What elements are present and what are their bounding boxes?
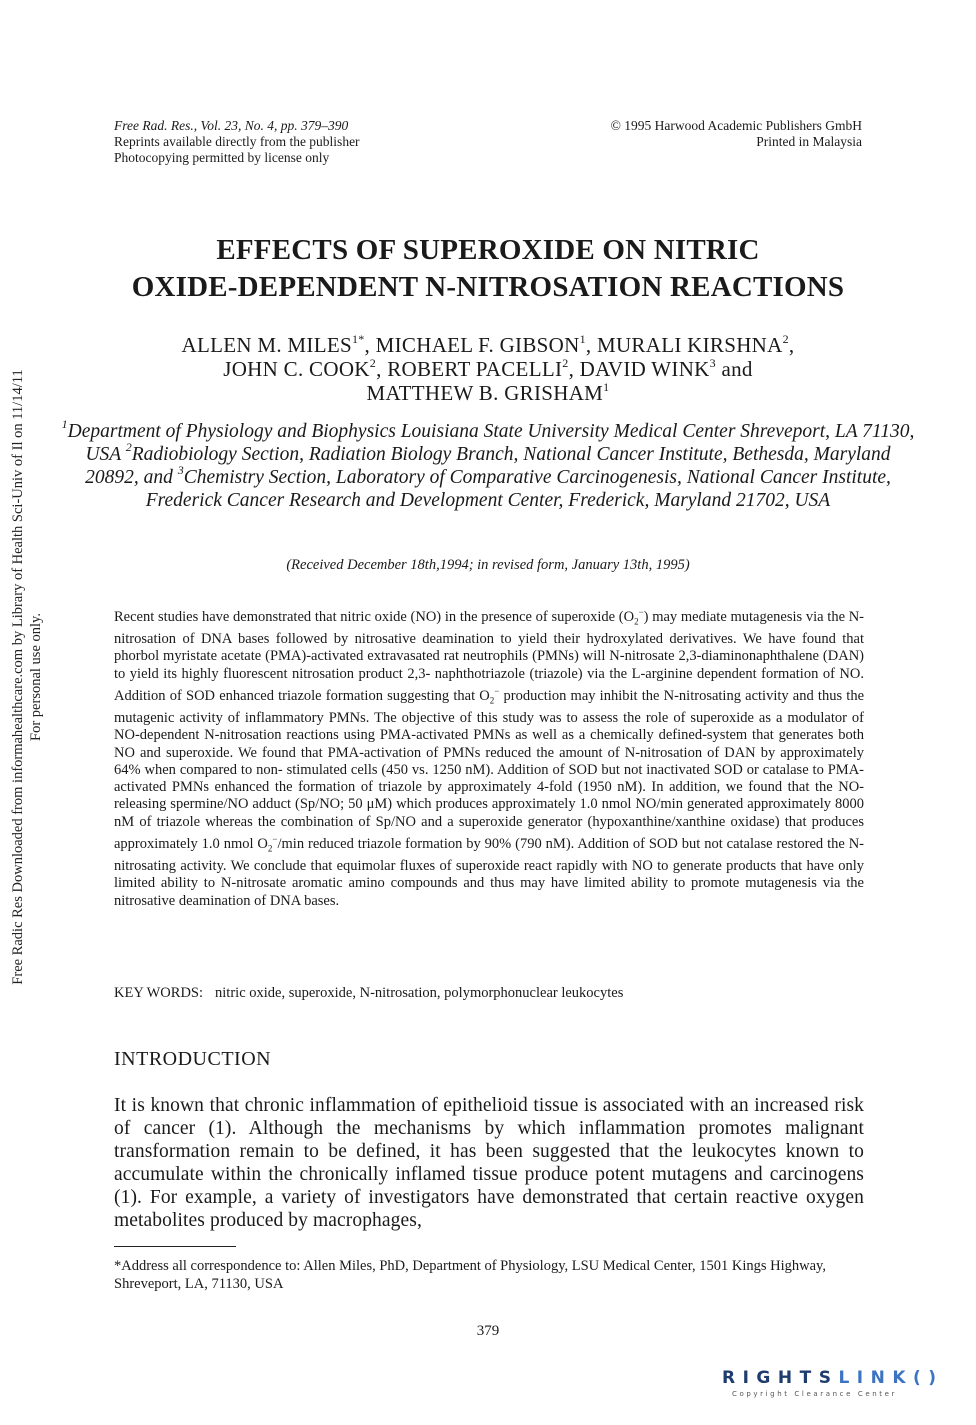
journal-citation — [114, 118, 534, 166]
abstract-text: Recent studies have demonstrated that nitric oxide (NO) in the presence of superoxide (O — [114, 608, 635, 625]
abstract-text: ) may mediate mutagenesis via the N-nitrosation of DNA bases followed by nitrosative deamination to yield their hydroxylated derivatives. We have found that phorbol myristate acetate (PMA)-activated extravasated rat neutrophils (PMNs) will N-nitrosate 2,3-diaminonaphthalene (DAN) to yield its highly fluorescent nitrosation product 2,3- naphthotriazole (triazole) via the L-arginine dependent formation of NO. Addition of SOD enhanced triazole formation suggesting that O — [114, 608, 865, 704]
author-name: MATTHEW B. GRISHAM — [366, 381, 604, 405]
author-sup: 3 — [709, 356, 716, 370]
rightslink-dark: RIGHTS — [722, 1368, 839, 1388]
rightslink-light: LINK — [838, 1368, 913, 1388]
author-sup: 1* — [351, 332, 365, 346]
copyright-line: © 1995 Harwood Academic Publishers GmbH — [610, 118, 862, 133]
title-line: EFFECTS OF SUPEROXIDE ON NITRIC — [216, 234, 760, 266]
keywords — [114, 985, 864, 1002]
subscript: 2 — [634, 616, 639, 627]
citation-line: Free Rad. Res., Vol. 23, No. 4, pp. 379–390 — [114, 118, 349, 133]
superscript: − — [494, 685, 500, 696]
author-sup: 2 — [369, 356, 377, 370]
subscript: 2 — [267, 843, 273, 854]
section-heading: INTRODUCTION — [114, 1048, 272, 1070]
affil-sup: 1 — [61, 417, 68, 431]
affil-sup: 3 — [177, 463, 184, 477]
rightslink-tagline: Copyright Clearance Center — [732, 1390, 898, 1398]
page-number: 379 — [476, 1323, 500, 1339]
received-dates: (Received December 18th,1994; in revised form, January 13th, 1995) — [286, 557, 690, 573]
author-line: JOHN C. COOK$^2$, ROBERT PACELLI$^2$, DAVID WINK$^3$ and — [223, 356, 753, 381]
superscript: − — [272, 834, 278, 844]
intro-paragraph: It is known that chronic inflammation of epithelioid tissue is associated with an increased risk of cancer (1). Although the mechanisms by which inflammation promotes malignant transformation remain to be defined, it has been suggested that the leukocytes known to accumulate within the chronically inflamed tissue produce potent mutagens and carcinogens (1). For example, a variety of investigators have demonstrated that certain reactive oxygen metabolites produced by macrophages, — [114, 1095, 864, 1231]
author-name: ALLEN M. MILES — [181, 333, 352, 357]
paper-title — [60, 232, 916, 306]
author-name: MICHAEL F. GIBSON — [375, 333, 580, 357]
superscript: − — [638, 607, 644, 617]
rightslink-wordmark — [722, 1368, 962, 1388]
affiliation-1: Department of Physiology and Biophysics Louisiana State University Medical Center Shreveport, LA 71130, USA — [67, 421, 915, 465]
abstract-text: production may inhibit the N-nitrosating activity and thus the mutagenic activity of inflammatory PMNs. The objective of this study was to assess the role of superoxide as a modulator of NO-dependent N-nitrosation reactions using PMA-activated PMNs as well as a chemically defined-system that generates both NO and superoxide. We found that PMA-activation of PMNs reduced the amount of N-nitrosation of DAN by approximately 64% when compared to non- stimulated cells (450 vs. 1250 nM). Addition of SOD but not inactivated SOD or catalase to PMA-activated PMNs enhanced the formation of triazole by approximately 4-fold (1950 nM). In addition, we found that the NO-releasing spermine/NO adduct (Sp/NO; 50 μM) which produces approximately 1.0 nmol NO/min generated approximately 8000 nM of triazole whereas the combination of Sp/NO and a superoxide generator (hypoxanthine/xanthine oxidase) that produces approximately 1.0 nmol O — [114, 687, 864, 852]
author-line — [60, 381, 916, 405]
author-list — [60, 333, 916, 405]
affiliation-3: Chemistry Section, Laboratory of Comparative Carcinogenesis, National Cancer Institute, Frederick Cancer Research and Development Center, Frederick, Maryland 21702, USA — [145, 467, 891, 511]
affil-sup: 2 — [125, 440, 132, 454]
watermark-line: For personal use only. — [28, 613, 44, 741]
author-sup: 1 — [579, 332, 586, 346]
download-watermark — [9, 332, 45, 1022]
publisher-info — [520, 118, 862, 150]
printed-line: Printed in Malaysia — [756, 134, 862, 149]
footnote: *Address all correspondence to: Allen Miles, PhD, Department of Physiology, LSU Medical Center, 1501 Kings Highway, Shreveport, LA, 71130, USA — [114, 1258, 826, 1292]
keywords-label: KEY WORDS: — [114, 985, 204, 1001]
author-name: DAVID WINK — [579, 357, 710, 381]
author-sup: 1 — [603, 380, 610, 394]
author-name: ROBERT PACELLI — [387, 357, 563, 381]
title-line: OXIDE-DEPENDENT N-NITROSATION REACTIONS — [131, 271, 845, 303]
author-name: JOHN C. COOK — [223, 357, 370, 381]
author-sup: 2 — [562, 356, 569, 370]
author-and: and — [721, 357, 753, 381]
rightslink-logo[interactable] — [722, 1368, 962, 1416]
abstract — [114, 604, 864, 910]
author-name: MURALI KIRSHNA — [596, 333, 783, 357]
reprint-line: Reprints available directly from the publisher — [114, 134, 360, 149]
keywords-text: nitric oxide, superoxide, N-nitrosation, polymorphonuclear leukocytes — [215, 985, 624, 1001]
abstract-text: /min reduced triazole formation by 90% (790 nM). Addition of SOD but not catalase restored the N-nitrosating activity. We conclude that equimolar fluxes of superoxide react rapidly with NO to generate products that have only limited ability to N-nitrosate aromatic amino compounds and thus may have limited ability to promote mutagenesis via the nitrosative deamination of DNA bases. — [114, 835, 864, 909]
rightslink-arrow-icon: () — [913, 1368, 944, 1388]
photocopy-line: Photocopying permitted by license only — [114, 150, 330, 165]
footnote-divider — [114, 1246, 236, 1247]
affiliation-2: Radiobiology Section, Radiation Biology Branch, National Cancer Institute, Bethesda, Maryland 20892, and — [85, 444, 891, 488]
affiliations — [60, 417, 916, 512]
author-sup: 2 — [782, 332, 789, 346]
watermark-line: Free Radic Res Downloaded from informahealthcare.com by Library of Health Sci-Univ of Il on 11/14/11 — [10, 369, 26, 985]
subscript: 2 — [489, 695, 495, 706]
author-line: ALLEN M. $MILES^{1*}$, MICHAEL F. GIBSON$^1$, MURALI KIRSHNA$^2$, — [181, 332, 795, 357]
